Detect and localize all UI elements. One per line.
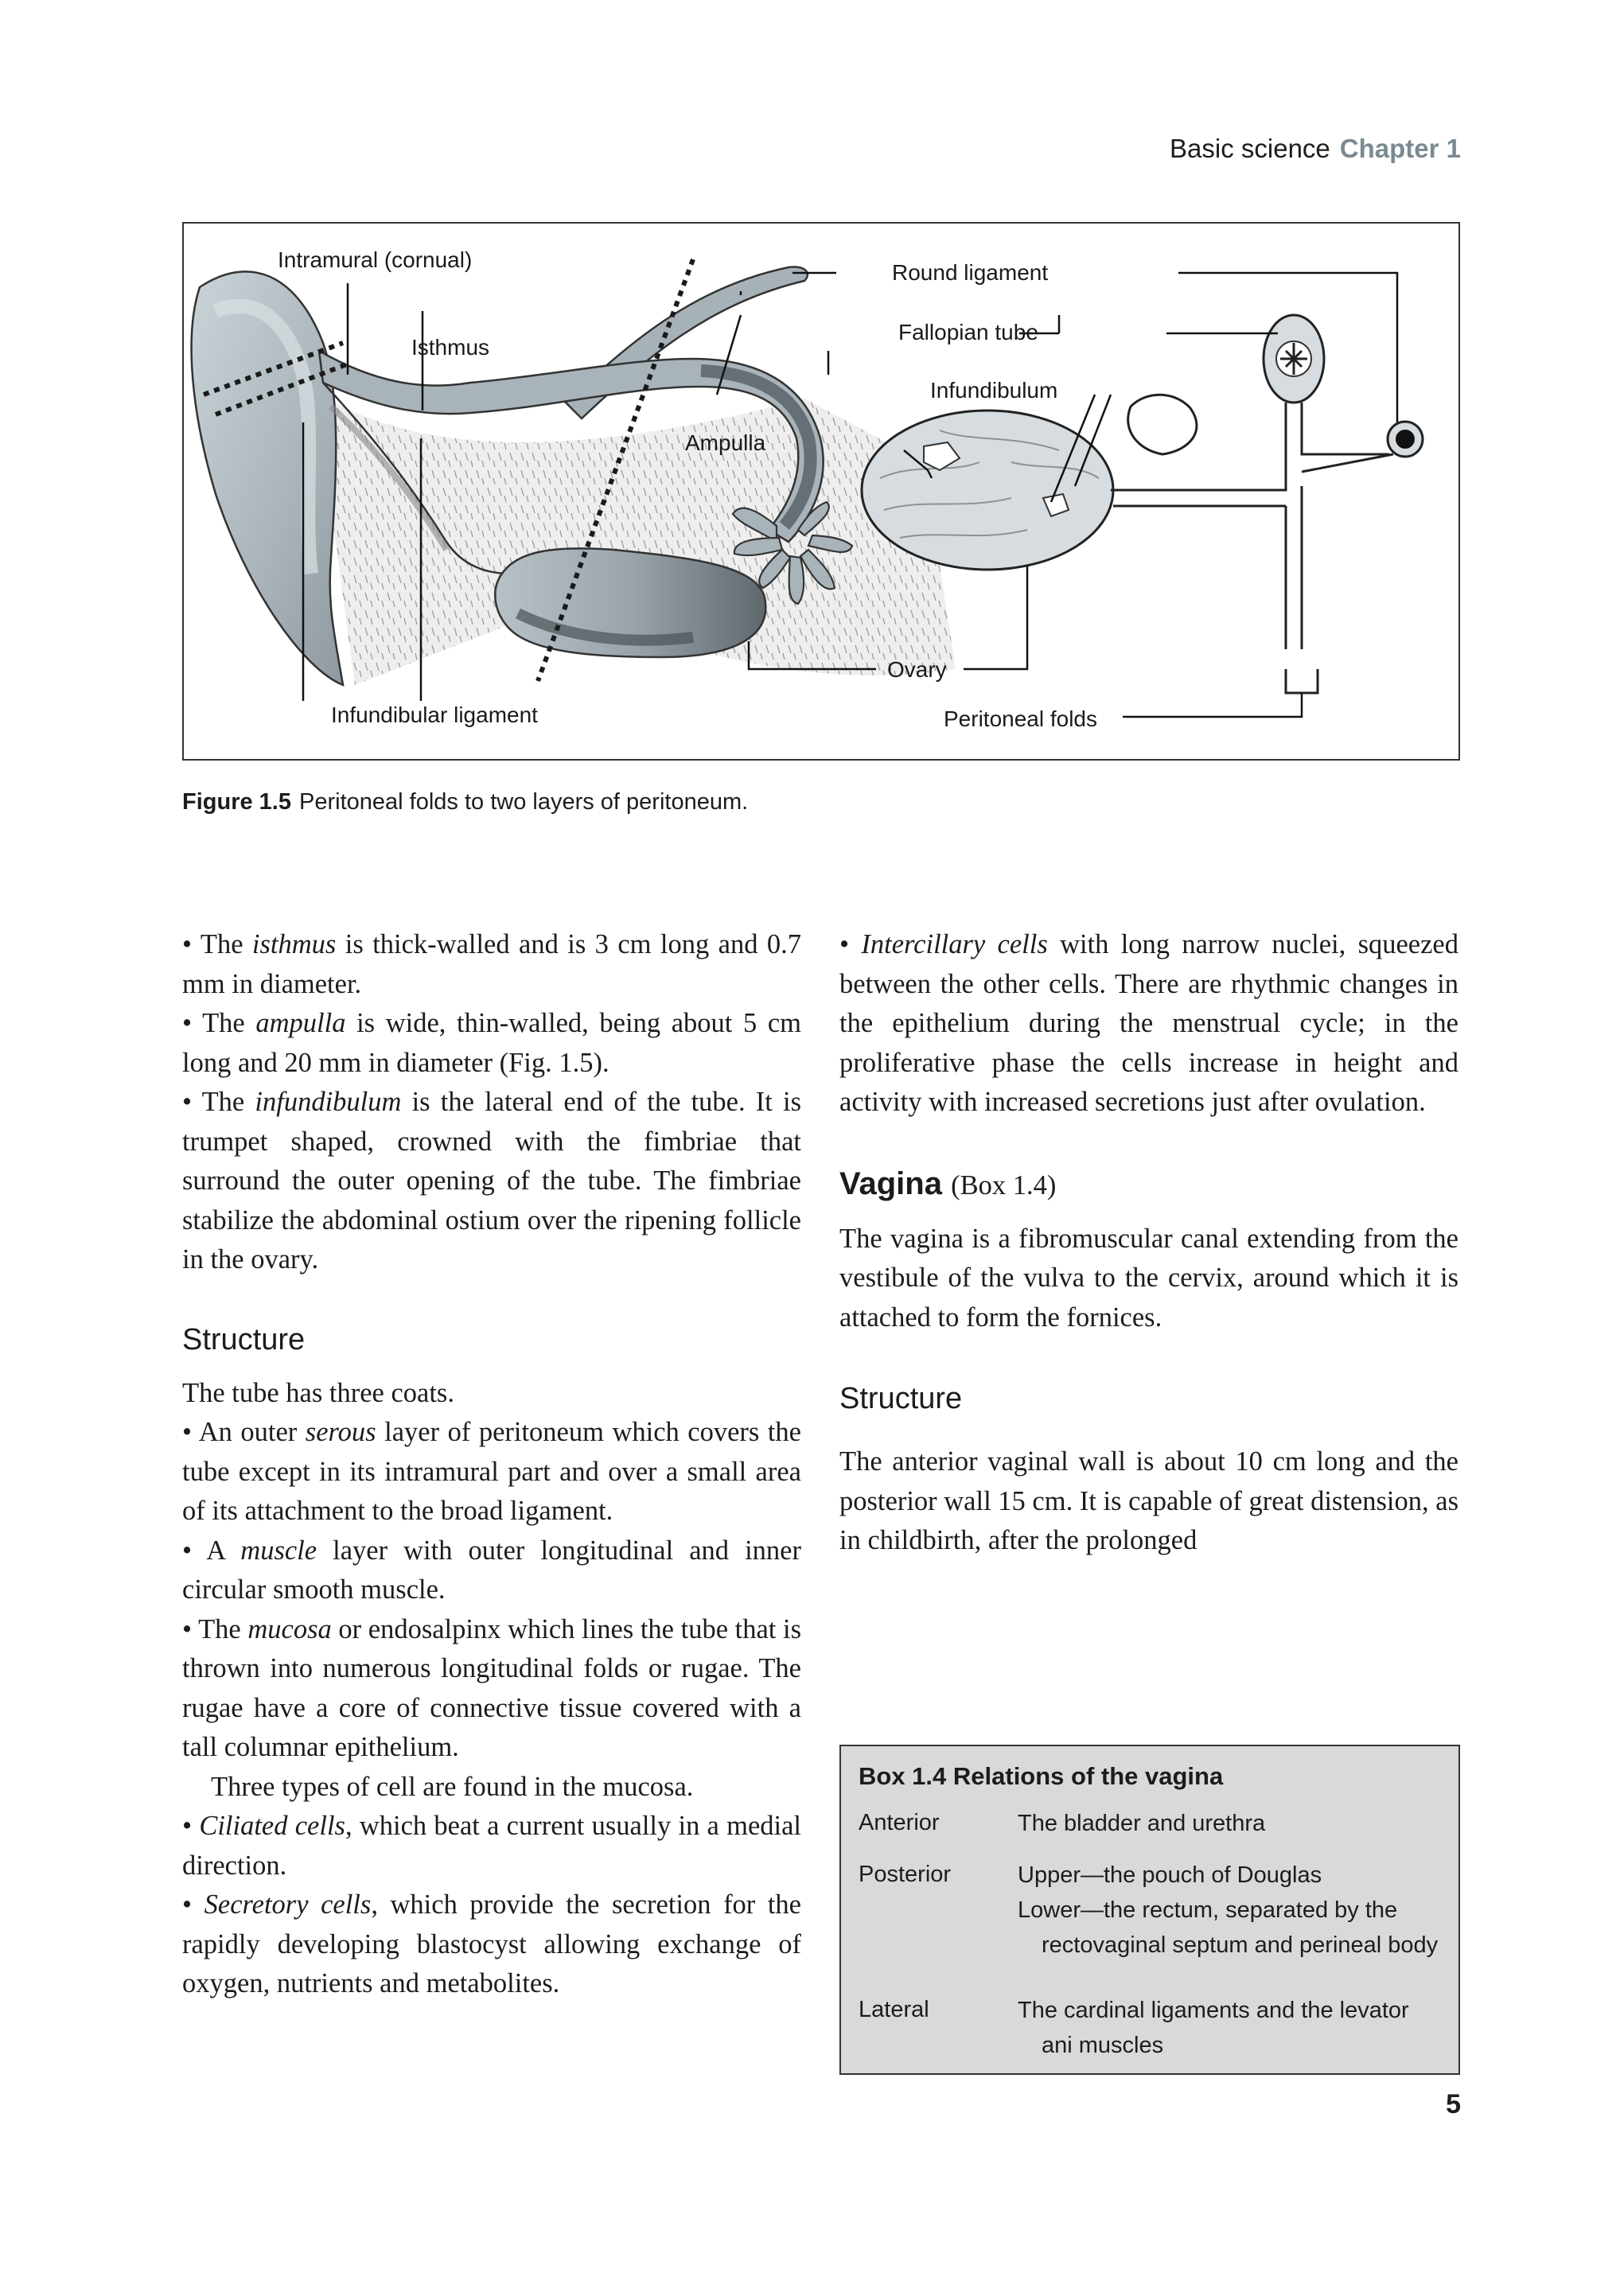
bullet-intercillary	[839, 925, 1458, 1123]
text: layer of peritoneum which covers the tube except in its intramural part and over a small area of its attachment to the broad ligament.	[182, 1417, 801, 1526]
text: • The	[182, 1087, 255, 1117]
label-intramural: Intramural (cornual)	[278, 247, 473, 272]
label-ovary: Ovary	[887, 657, 947, 682]
text: or endosalpinx which lines the tube that is thrown into numerous longitudinal folds or rugae. The rugae have a core of connective tissue covered with a tall columnar epithelium.	[182, 1613, 802, 1762]
row-value	[1018, 1993, 1447, 2063]
heading-text: Vagina	[839, 1166, 942, 1201]
posterior-lower-1: Lower—the rectum, separated by the	[1018, 1897, 1398, 1923]
left-column	[182, 925, 801, 2004]
text: • The	[182, 1008, 256, 1038]
vagina-intro: The vagina is a fibromuscular canal extending from the vestibule of the vulva to the cervix, around which it is attached to form the fornices.	[839, 1223, 1458, 1333]
term-ampulla: ampulla	[255, 1008, 346, 1038]
label-fallopian-tube: Fallopian tube	[898, 320, 1038, 344]
label-ampulla: Ampulla	[685, 430, 766, 455]
label-infundibulum: Infundibulum	[930, 378, 1058, 403]
label-peritoneal-folds: Peritoneal folds	[944, 706, 1098, 731]
text: is the lateral end of the tube. It is trumpet shaped, crowned with the fimbriae that surround the outer opening of the tube. The fimbriae stabilize the abdominal ostium over the ripening follicle in the ovary.	[182, 1087, 802, 1274]
posterior-upper: Upper—the pouch of Douglas	[1018, 1862, 1322, 1888]
posterior-lower-2: rectovaginal septum and perineal body	[1042, 1932, 1439, 1958]
bullet-mucosa	[182, 1610, 801, 1768]
running-head	[1170, 134, 1461, 164]
fallopian-tube-illustration	[184, 224, 1458, 759]
text: •	[182, 1889, 204, 1920]
text: • An outer	[182, 1417, 306, 1447]
text: • The	[182, 1613, 248, 1644]
section-title: Basic science	[1170, 134, 1330, 163]
text: is wide, thin-walled, being about 5 cm long and 20 mm in diameter (Fig. 1.5).	[182, 1008, 802, 1078]
bullet-isthmus	[182, 925, 801, 1004]
box-reference: (Box 1.4)	[951, 1169, 1057, 1201]
row-label: Lateral	[859, 1997, 929, 2022]
figure-1-5	[182, 222, 1460, 761]
term-muscle: muscle	[240, 1535, 317, 1566]
text: •	[839, 929, 862, 959]
label-round-ligament: Round ligament	[892, 260, 1049, 285]
row-value	[1018, 1858, 1447, 1963]
text: , which beat a current usually in a medial direction.	[182, 1811, 801, 1881]
text: • A	[182, 1535, 241, 1566]
bullet-infundibulum	[182, 1083, 801, 1280]
text: layer with outer longitudinal and inner circular smooth muscle.	[182, 1535, 801, 1605]
bullet-muscle	[182, 1531, 801, 1610]
term-intercillary: Intercillary cells	[861, 929, 1048, 959]
coats-intro: The tube has three coats.	[182, 1377, 454, 1408]
bullet-secretory	[182, 1885, 801, 2004]
box-1-4	[839, 1745, 1460, 2075]
label-infundibular-ligament: Infundibular ligament	[331, 702, 538, 727]
text: is thick-walled and is 3 cm long and 0.7 mm in diameter.	[182, 929, 801, 999]
row-label: Posterior	[859, 1862, 952, 1887]
row-label: Anterior	[859, 1810, 940, 1835]
row-value: The bladder and urethra	[1018, 1811, 1266, 1836]
term-isthmus: isthmus	[251, 929, 337, 959]
term-serous: serous	[305, 1417, 376, 1447]
text: with long narrow nuclei, squeezed between the other cells. There are rhythmic changes in the epithelium during the menstrual cycle; in the proliferative phase the cells increase in height and activity with increased secretions just after ovulation.	[839, 929, 1458, 1117]
chapter-label: Chapter 1	[1339, 134, 1461, 163]
cells-intro: Three types of cell are found in the mucosa.	[211, 1771, 694, 1802]
heading-structure-vagina: Structure	[839, 1382, 963, 1415]
text: • The	[182, 929, 252, 959]
lateral-1: The cardinal ligaments and the levator	[1018, 1998, 1409, 2023]
vagina-structure-text: The anterior vaginal wall is about 10 cm long and the posterior wall 15 cm. It is capable of great distension, as in childbirth, after the prolonged	[839, 1446, 1458, 1555]
box-title: Box 1.4 Relations of the vagina	[859, 1762, 1224, 1790]
bullet-serous	[182, 1413, 801, 1531]
text: •	[182, 1811, 200, 1841]
term-mucosa: mucosa	[247, 1613, 332, 1644]
heading-structure: Structure	[182, 1322, 306, 1356]
right-column	[839, 925, 1458, 1561]
page-number: 5	[1446, 2089, 1461, 2119]
bullet-ampulla	[182, 1004, 801, 1083]
heading-vagina	[839, 1164, 1458, 1205]
term-secretory: Secretory cells	[204, 1889, 372, 1920]
caption-label: Figure 1.5	[182, 789, 291, 815]
lateral-2: ani muscles	[1042, 2033, 1164, 2058]
figure-caption	[182, 789, 748, 815]
term-ciliated: Ciliated cells	[199, 1811, 345, 1841]
text: , which provide the secretion for the rapidly developing blastocyst allowing exchange of oxygen, nutrients and metabolites.	[182, 1889, 801, 1998]
uterus-cornu	[192, 271, 343, 685]
label-isthmus: Isthmus	[411, 335, 490, 360]
term-infundibulum: infundibulum	[255, 1087, 402, 1117]
caption-text: Peritoneal folds to two layers of peritoneum.	[299, 789, 749, 815]
bullet-ciliated	[182, 1807, 801, 1885]
